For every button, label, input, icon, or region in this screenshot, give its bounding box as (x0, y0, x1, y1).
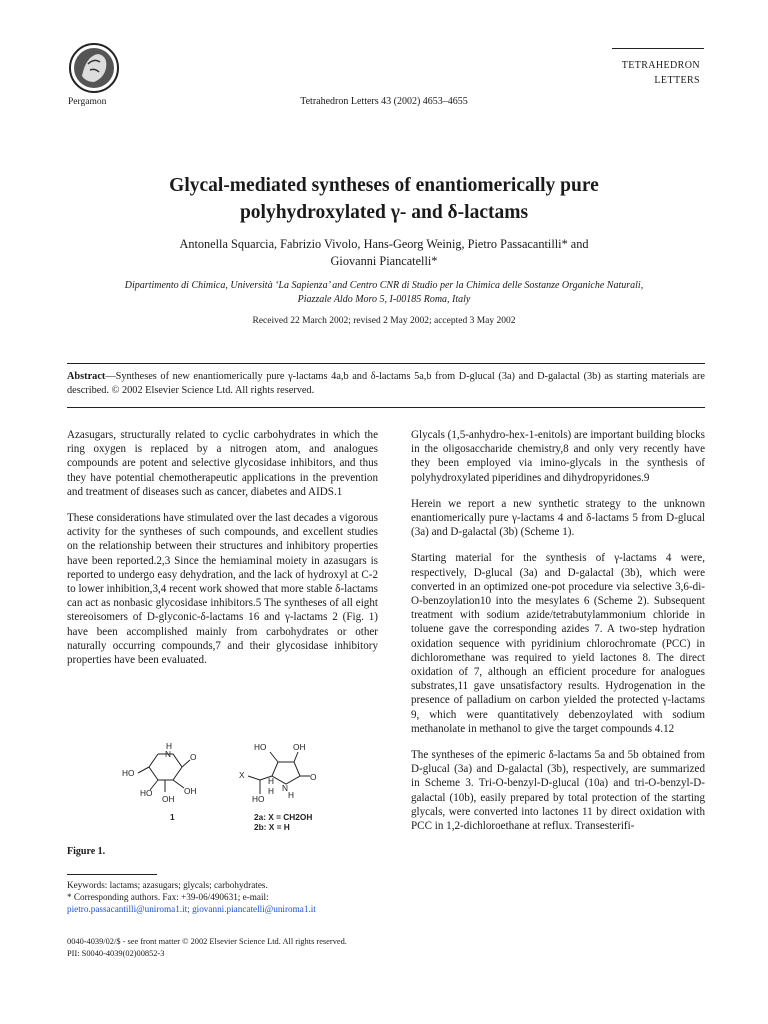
body-column-left (67, 428, 378, 679)
compound-1-structure (138, 754, 190, 792)
affiliation-line2: Piazzale Aldo Moro 5, I-00185 Roma, Italy (297, 294, 471, 305)
title-line2: polyhydroxylated γ- and δ-lactams (239, 202, 529, 223)
abstract-bottom-rule (67, 407, 705, 408)
affiliation-line1: Dipartimento di Chimica, Università ‘La Sapienza’ and Centro CNR di Studio per la Chimica delle Sostanze Organiche Naturali, (124, 280, 644, 291)
author-list (60, 236, 708, 270)
paragraph: Azasugars, structurally related to cyclic carbohydrates in which the ring oxygen is replaced by a nitrogen atom, and analogues compounds are potent and selective glycosidase inhibitors, and thus they have potential chemotherapeutic applications in the prevention and treatment of diseases such as cancer, diabetes and AIDS.1 (67, 429, 378, 498)
journal-name-line2: LETTERS (654, 75, 700, 86)
c2-h2: H (268, 786, 274, 796)
paragraph: These considerations have stimulated over the last decades a vigorous activity for the syntheses of such compounds, and excellent studies on the relationship between their structures and inhibitory properties have been reported.2,3 Since the hemiaminal moiety in azasugars is reported to undergo easy dehydration, and the lack of hydroxyl at C-2 to lower inhibition,3,4 recent work showed that more stable δ-lactams can act as nonbasic glycosidase inhibitors.5 The syntheses of all eight stereoisomers of D-glyconic-δ-lactams 16 and γ-lactams 2 (Fig. 1) have been accomplished mainly from carbohydrates or other naturally occurring compounds,7 and their glycosidase inhibitory properties have been evaluated. (67, 512, 378, 667)
c2-o: O (310, 772, 317, 782)
c2-ho-bottom: HO (252, 794, 265, 804)
affiliation (60, 279, 708, 307)
journal-name-line1: TETRAHEDRON (621, 60, 700, 71)
received-dates: Received 22 March 2002; revised 2 May 2002; accepted 3 May 2002 (252, 316, 516, 326)
journal-rule (612, 48, 704, 49)
pii-line: PII: S0040-4039(02)00852-3 (67, 949, 165, 958)
c1-o: O (190, 752, 197, 762)
figure-1-structures (118, 740, 378, 840)
abstract-label: Abstract (67, 371, 106, 382)
c2-n: N (282, 783, 288, 793)
footnotes (67, 879, 378, 915)
authors-line2: Giovanni Piancatelli* (330, 254, 438, 268)
c1-ho-left: HO (122, 768, 135, 778)
abstract (67, 370, 705, 397)
c1-nh: H (166, 741, 172, 751)
paragraph: Starting material for the synthesis of γ-lactams 4 were, respectively, D-glucal (3a) and D-galactal (3b), which were converted in an optimized one-pot procedure via selective 3,6-di-O-benzoylation10 into the mesylates 6 (Scheme 2). Subsequent treatment with sodium azide/tetrabutylammonium chloride in toluene gave the corresponding azides 7. A two-step hydration oxidation sequence with pyridinium chlorochromate (PCC) in dichloromethane was required to yield lactones 8. The direct oxidation of 7, although an efficient procedure for analogues substrates,11 gave unsatisfactory results. Hydrogenation in the presence of palladium on carbon yielded the protected γ-lactams 9, which were quantitatively debenzoylated with sodium methanolate in methanol to give the target compounds 4.12 (411, 552, 705, 735)
c2-h1: H (268, 776, 274, 786)
c2-ho: HO (254, 742, 267, 752)
corresponding-authors: * Corresponding authors. Fax: +39-06/490631; e-mail: (67, 892, 269, 902)
compound-1-label: 1 (170, 812, 175, 822)
compound-2b-label: 2b: X = H (254, 822, 290, 832)
abstract-top-rule (67, 363, 705, 364)
figure-caption: Figure 1. (67, 846, 106, 857)
keywords: Keywords: lactams; azasugars; glycals; carbohydrates. (67, 880, 268, 890)
c2-nh: H (288, 790, 294, 800)
title-line1: Glycal-mediated syntheses of enantiomerically pure (169, 175, 599, 196)
c1-oh-right: OH (184, 786, 197, 796)
c2-oh: OH (293, 742, 306, 752)
pergamon-logo (68, 42, 120, 94)
c2-x: X (239, 770, 245, 780)
footnote-rule (67, 874, 157, 875)
c1-ho-bottom: HO (140, 788, 153, 798)
authors-line1: Antonella Squarcia, Fabrizio Vivolo, Hans-Georg Weinig, Pietro Passacantilli* and (179, 237, 589, 251)
copyright-block (67, 936, 347, 960)
abstract-text: —Syntheses of new enantiomerically pure γ-lactams 4a,b and δ-lactams 5a,b from D-glucal (3a) and D-galactal (3b) as starting materials are described. © 2002 Elsevier Science Ltd. All rights reserved. (67, 371, 705, 396)
article-title (60, 172, 708, 226)
publisher-name: Pergamon (68, 97, 107, 107)
c1-oh-bottom: OH (162, 794, 175, 804)
paragraph: Glycals (1,5-anhydro-hex-1-enitols) are important building blocks in the oligosaccharide chemistry,8 and only very recently have they been employed via imino-glycals in the synthesis of polyhydroxylated piperidines and dihydropyridones.9 (411, 429, 705, 484)
journal-name (622, 58, 700, 88)
journal-citation: Tetrahedron Letters 43 (2002) 4653–4655 (300, 96, 468, 107)
copyright-line: 0040-4039/02/$ - see front matter © 2002 Elsevier Science Ltd. All rights reserved. (67, 937, 347, 946)
email-links[interactable]: pietro.passacantilli@uniroma1.it; giovanni.piancatelli@uniroma1.it (67, 904, 316, 914)
compound-2-structure (248, 752, 310, 794)
paragraph: The syntheses of the epimeric δ-lactams 5a and 5b obtained from D-glucal (3a) and D-galactal (3b), respectively, are summarized in Scheme 3. Tri-O-benzyl-D-glucal (10a) and tri-O-benzyl-D-galactal (10b), easily prepared by total protection of the starting glycals, were converted into lactones 11 by direct oxidation with PCC in 1,2-dichloroethane at reflux. Transesterifi- (411, 749, 705, 833)
paragraph: Herein we report a new synthetic strategy to the unknown enantiomerically pure γ-lactams 4 and δ-lactams 5 from D-glucal (3a) and D-galactal (3b) (Scheme 1). (411, 497, 705, 539)
c1-n: N (165, 749, 171, 759)
body-column-right (411, 428, 705, 845)
compound-2a-label: 2a: X = CH2OH (254, 812, 313, 822)
